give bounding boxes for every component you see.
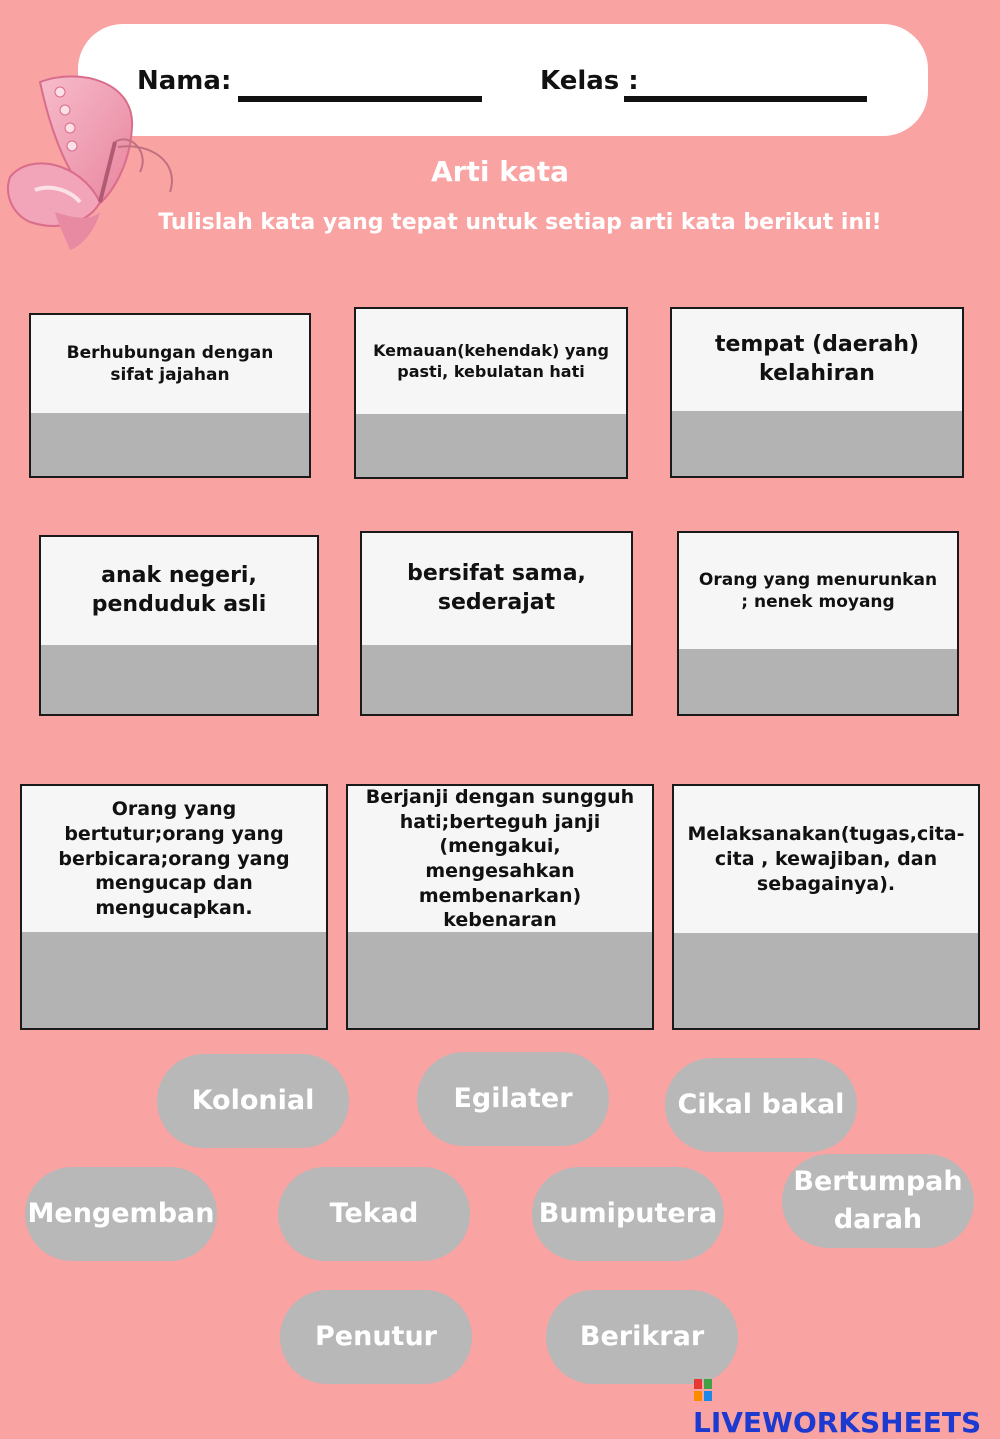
- definition-card: [20, 784, 328, 1030]
- definition-card: [29, 313, 311, 478]
- definition-text: anak negeri, penduduk asli: [41, 537, 317, 647]
- name-underline[interactable]: [238, 96, 482, 102]
- word-chip-kolonial[interactable]: Kolonial: [157, 1054, 349, 1148]
- brand-name: LIVEWORKSHEETS: [693, 1406, 982, 1439]
- liveworksheets-logo: [693, 1373, 1000, 1439]
- page-title: Arti kata: [430, 155, 569, 188]
- definition-card: [354, 307, 628, 479]
- definition-text: Melaksanakan(tugas,cita-cita , kewajiban, dan sebagainya).: [674, 786, 978, 935]
- answer-input[interactable]: [348, 932, 652, 1028]
- answer-input[interactable]: [41, 645, 317, 714]
- definition-card: [346, 784, 654, 1030]
- word-chip-mengemban[interactable]: Mengemban: [25, 1167, 217, 1261]
- definition-text: Orang yang menurunkan ; nenek moyang: [679, 533, 957, 651]
- definition-card: [677, 531, 959, 716]
- word-chip-berikrar[interactable]: Berikrar: [546, 1290, 738, 1384]
- name-label: Nama:: [137, 66, 232, 96]
- answer-input[interactable]: [679, 649, 957, 714]
- definition-text: Orang yang bertutur;orang yang berbicara;orang yang mengucap dan mengucapkan.: [22, 786, 326, 934]
- word-chip-cikal-bakal[interactable]: Cikal bakal: [665, 1058, 857, 1152]
- definition-text: Berhubungan dengan sifat jajahan: [31, 315, 309, 415]
- instruction-text: Tulislah kata yang tepat untuk setiap arti kata berikut ini!: [158, 210, 882, 235]
- definition-text: bersifat sama, sederajat: [362, 533, 631, 647]
- word-chip-penutur[interactable]: Penutur: [280, 1290, 472, 1384]
- definition-card: [39, 535, 319, 716]
- answer-input[interactable]: [362, 645, 631, 714]
- answer-input[interactable]: [31, 413, 309, 476]
- answer-input[interactable]: [356, 414, 626, 477]
- definition-text: Kemauan(kehendak) yang pasti, kebulatan hati: [356, 309, 626, 416]
- answer-input[interactable]: [672, 411, 962, 476]
- definition-text: Berjanji dengan sungguh hati;berteguh janji (mengakui, mengesahkan membenarkan) kebenaran: [348, 786, 652, 934]
- word-chip-tekad[interactable]: Tekad: [278, 1167, 470, 1261]
- liveworksheets-mark-icon: [693, 1378, 713, 1402]
- class-label: Kelas :: [540, 66, 639, 96]
- word-chip-bumiputera[interactable]: Bumiputera: [532, 1167, 724, 1261]
- definition-card: [672, 784, 980, 1030]
- definition-text: tempat (daerah) kelahiran: [672, 309, 962, 413]
- class-underline[interactable]: [624, 96, 867, 102]
- answer-input[interactable]: [674, 933, 978, 1028]
- definition-card: [360, 531, 633, 716]
- word-chip-bertumpah-darah[interactable]: Bertumpah darah: [782, 1154, 974, 1248]
- definition-card: [670, 307, 964, 478]
- answer-input[interactable]: [22, 932, 326, 1028]
- word-chip-egilater[interactable]: Egilater: [417, 1052, 609, 1146]
